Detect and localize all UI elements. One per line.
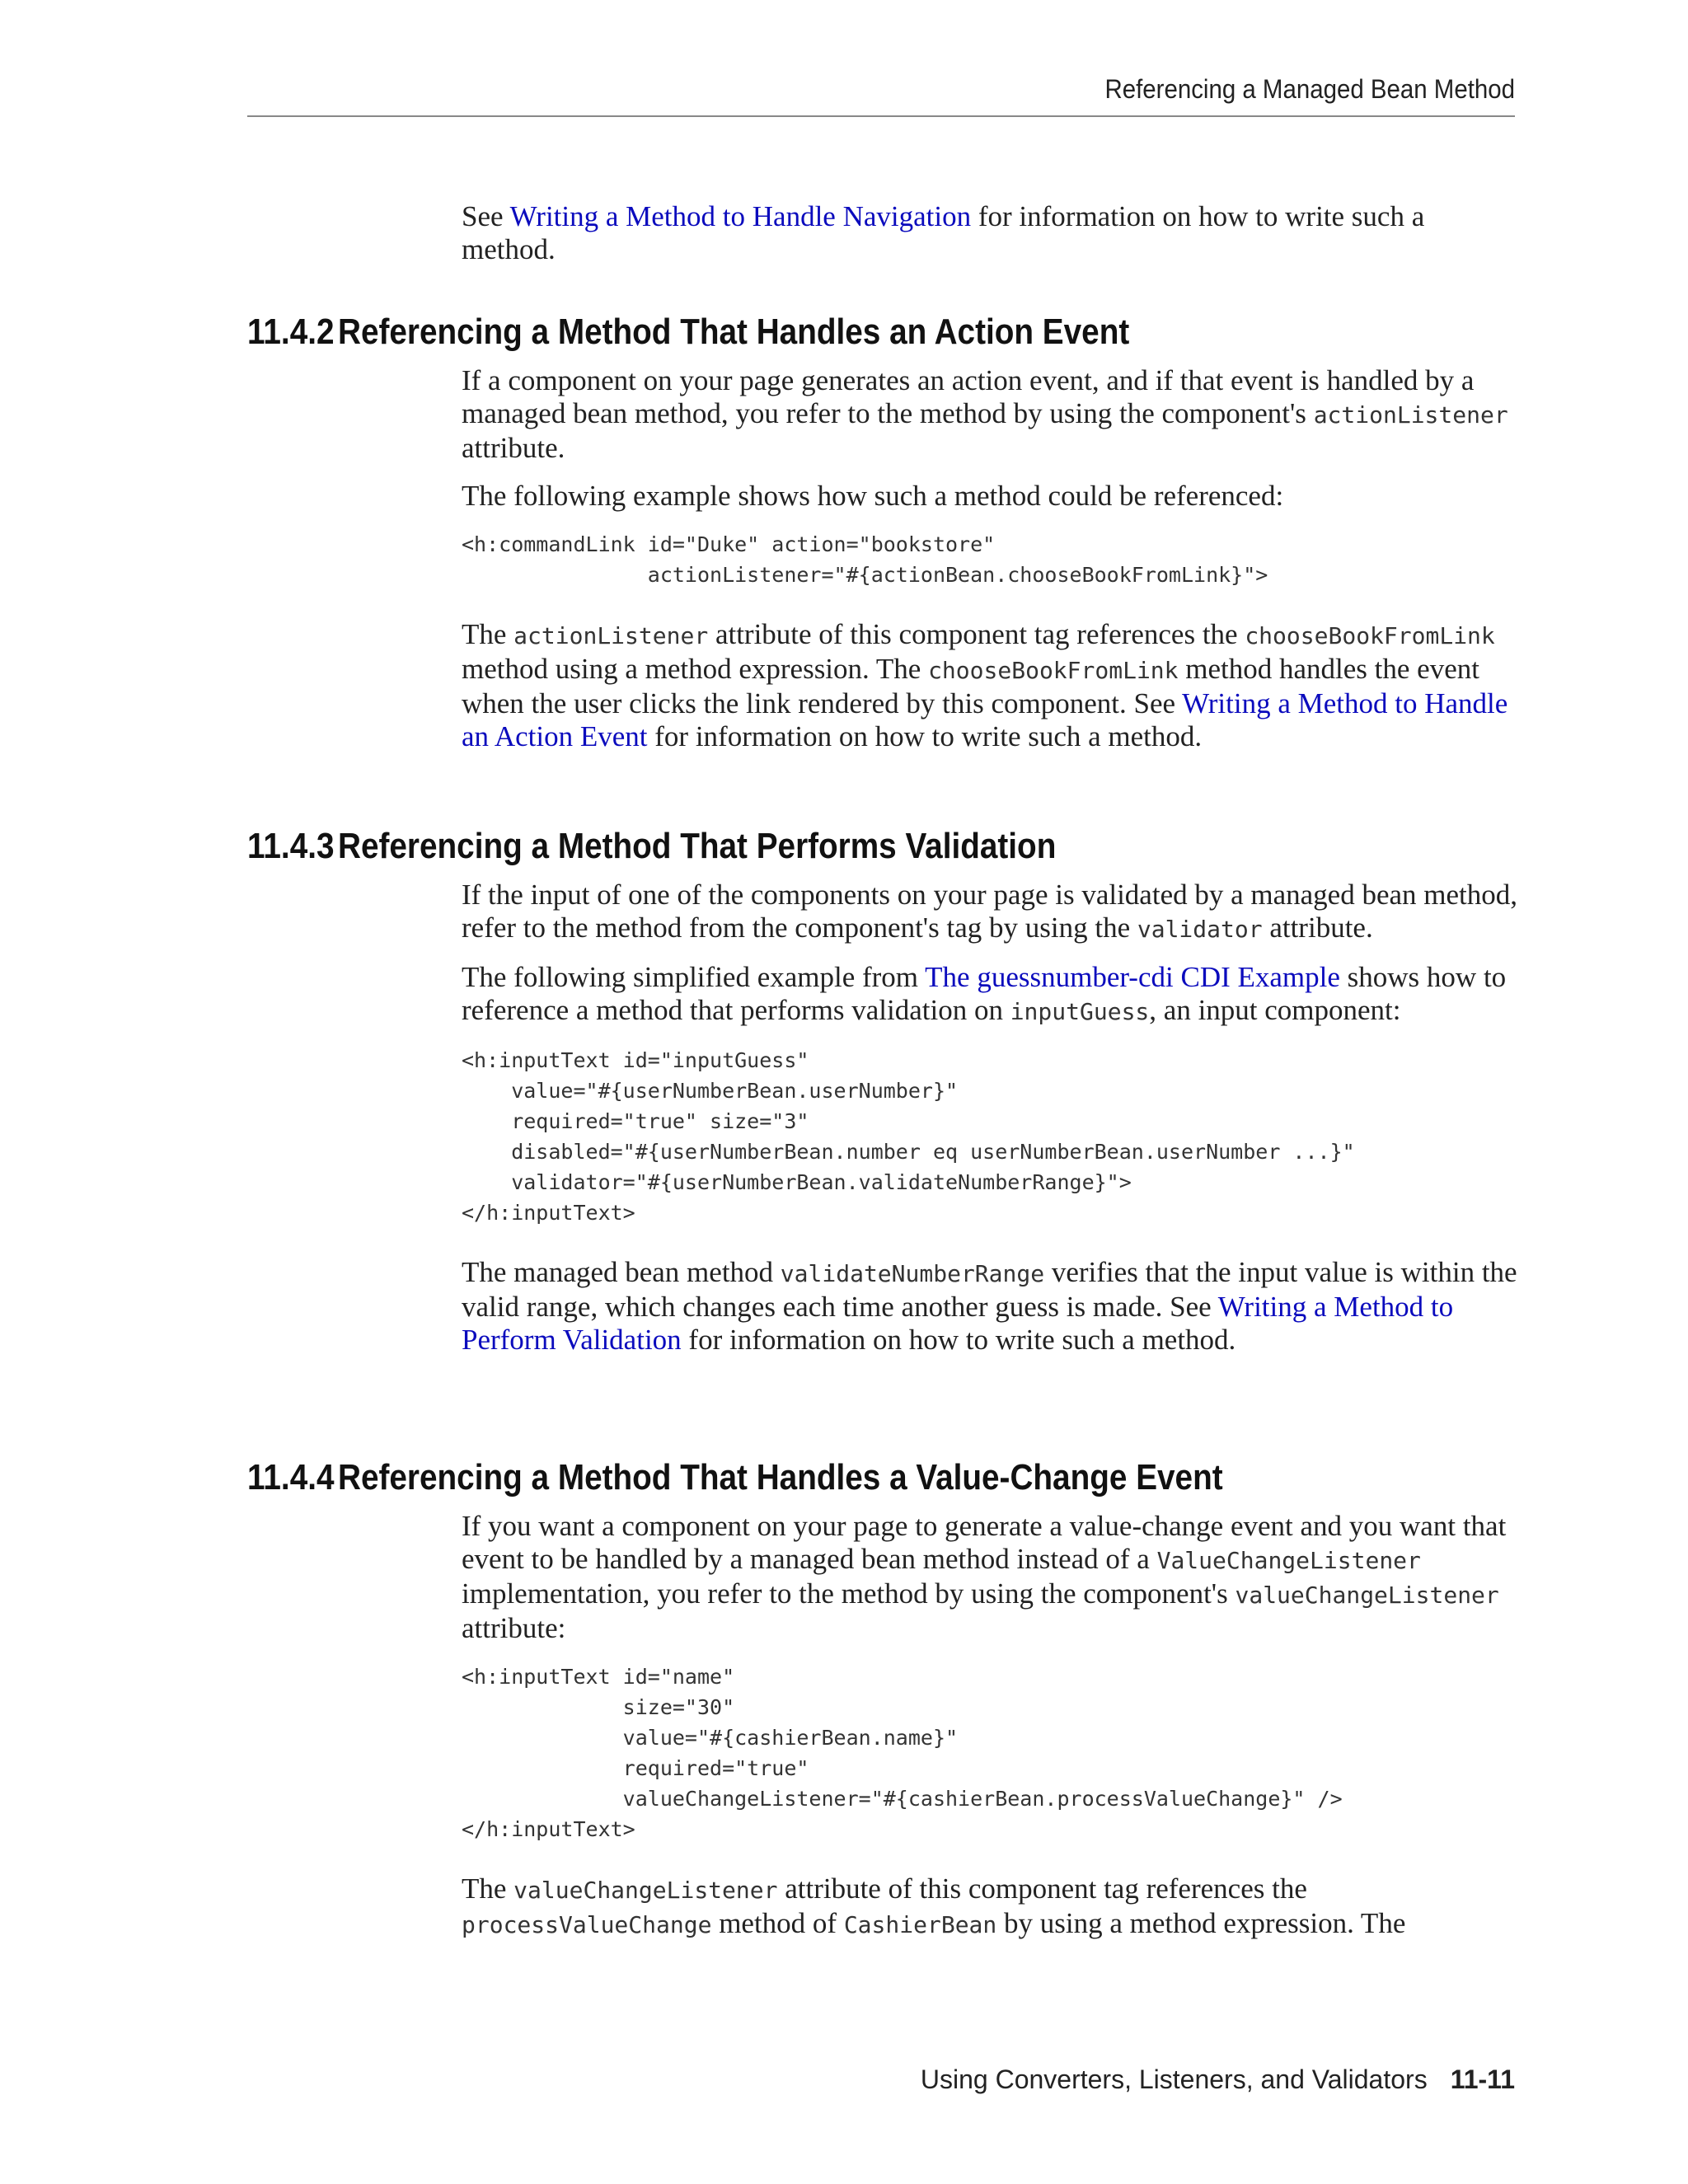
- paragraph: The managed bean method validateNumberRange verifies that the input value is within the valid range, which changes each time another guess is made. See Writing a Method to Perform Validation for information on how to write such a method.: [462, 1256, 1517, 1356]
- paragraph: If the input of one of the components on your page is validated by a managed bean method, refer to the method from the component's tag by using the validator attribute.: [462, 879, 1518, 944]
- paragraph: The actionListener attribute of this component tag references the chooseBookFromLink method using a method expression. The chooseBookFromLink method handles the event when the user clicks the link rendered by this component. See Writing a Method to Handle an Action Event for information on how to write such a method.: [462, 618, 1508, 752]
- section-11-4-3-body: [462, 879, 1525, 1357]
- section-number: 11.4.3: [247, 826, 335, 866]
- paragraph: The valueChangeListener attribute of this component tag references the processValueChange method of CashierBean by using a method expression. The: [462, 1872, 1406, 1939]
- link-writing-method-validation[interactable]: Writing a Method to Perform Validation: [462, 1291, 1454, 1356]
- paragraph: The following example shows how such a method could be referenced:: [462, 480, 1284, 512]
- section-title: Referencing a Method That Handles a Value-Change Event: [338, 1457, 1223, 1497]
- code-example: <h:commandLink id="Duke" action="bookstore" actionListener="#{actionBean.chooseBookFromLink}">: [462, 532, 1268, 587]
- code-example: <h:inputText id="name" size="30" value="#{cashierBean.name}" required="true" valueChangeListener="#{cashierBean.processValueChange}" /> </h:inputText>: [462, 1665, 1343, 1841]
- section-number: 11.4.4: [247, 1457, 335, 1497]
- link-writing-method-navigation[interactable]: Writing a Method to Handle Navigation: [509, 200, 972, 232]
- section-number: 11.4.2: [247, 312, 335, 352]
- paragraph: The following simplified example from The guessnumber-cdi CDI Example shows how to reference a method that performs validation on inputGuess, an input component:: [462, 961, 1507, 1026]
- paragraph: If you want a component on your page to generate a value-change event and you want that event to be handled by a managed bean method instead of a ValueChangeListener implementation, you refer to the method by using the component's valueChangeListener attribute:: [462, 1510, 1507, 1644]
- section-heading-11-4-2: [247, 312, 1129, 353]
- running-header: Referencing a Managed Bean Method: [1104, 74, 1515, 104]
- inline-code: actionListener: [1313, 401, 1508, 429]
- link-writing-method-action-event[interactable]: Writing a Method to Handle an Action Event: [462, 687, 1508, 752]
- page-number: 11-11: [1450, 2064, 1515, 2094]
- section-title: Referencing a Method That Performs Validation: [338, 826, 1057, 866]
- intro-paragraph: See Writing a Method to Handle Navigation for information on how to write such a method.: [462, 200, 1425, 265]
- section-heading-11-4-4: [247, 1457, 1223, 1498]
- link-guessnumber-cdi-example[interactable]: The guessnumber-cdi CDI Example: [925, 961, 1340, 993]
- section-11-4-4-body: [462, 1510, 1525, 1942]
- paragraph: If a component on your page generates an action event, and if that event is handled by a managed bean method, you refer to the method by using the component's actionListener attribute.: [462, 364, 1508, 464]
- code-example: <h:inputText id="inputGuess" value="#{userNumberBean.userNumber}" required="true" size="3" disabled="#{userNumberBean.number eq userNumberBean.userNumber ...}" validator="#{userNumberBean.validateNumberRange}"> </h:inputText>: [462, 1048, 1355, 1225]
- page-footer: [247, 2064, 1515, 2095]
- section-title: Referencing a Method That Handles an Action Event: [338, 312, 1130, 352]
- section-11-4-2-body: [462, 364, 1525, 753]
- intro-paragraph-block: [462, 200, 1525, 266]
- section-heading-11-4-3: [247, 826, 1056, 867]
- footer-chapter-title: Using Converters, Listeners, and Validators: [920, 2064, 1428, 2094]
- header-rule: [247, 115, 1515, 117]
